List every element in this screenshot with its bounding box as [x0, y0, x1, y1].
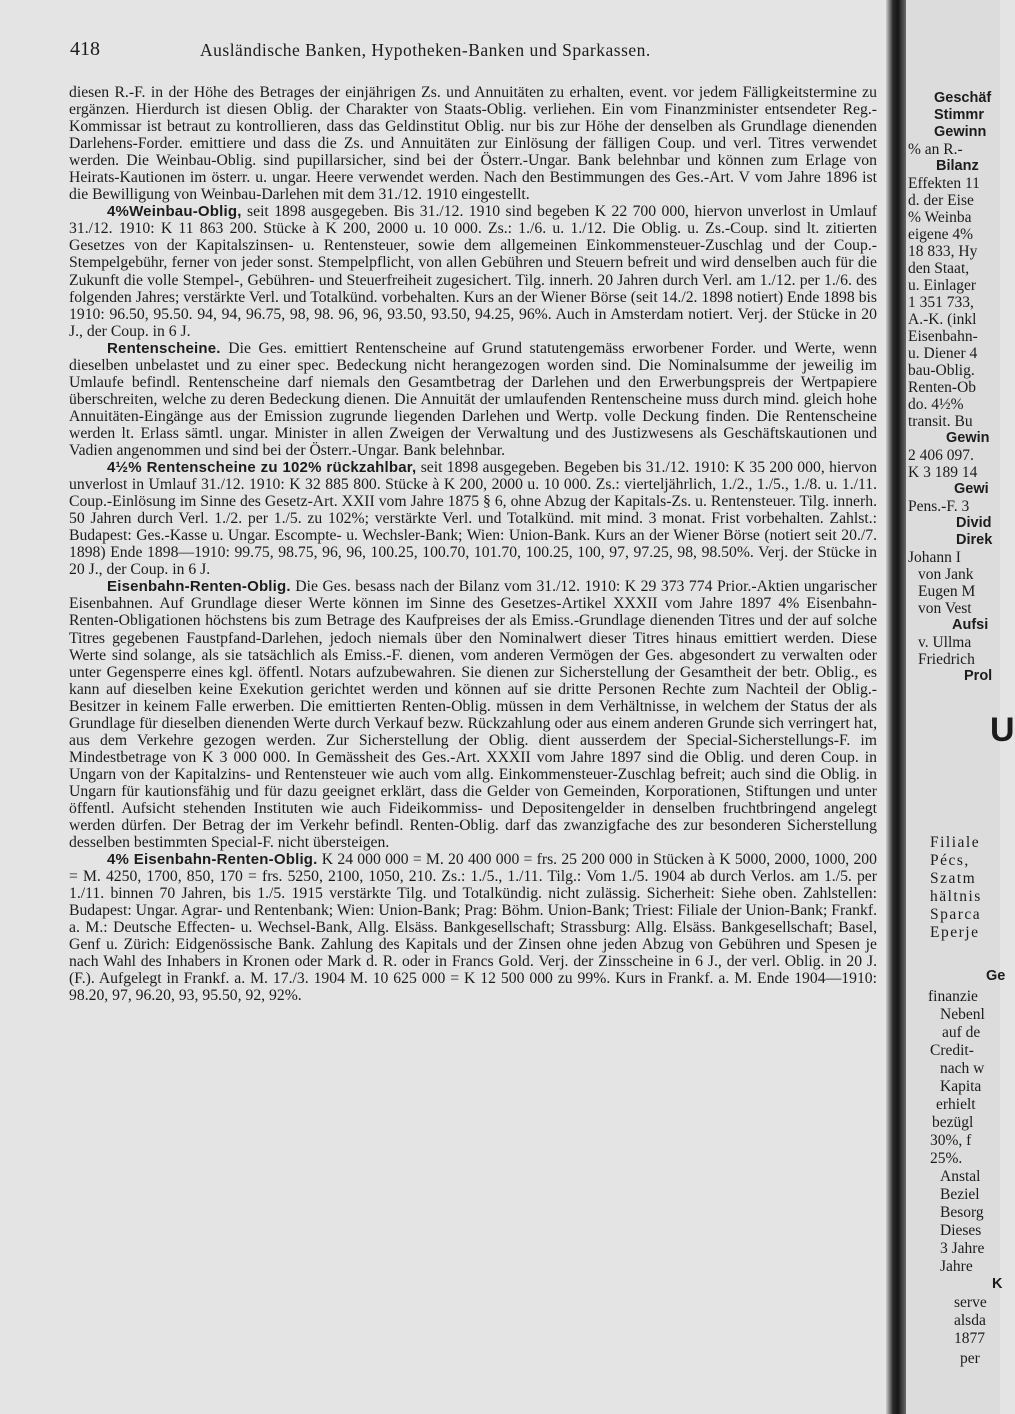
- facing-page-text: Beziel: [940, 1186, 980, 1203]
- facing-page-text: Eperje: [930, 924, 980, 941]
- facing-page-text: von Vest: [918, 600, 972, 617]
- facing-page-text: 2 406 097.: [908, 447, 974, 464]
- facing-page-text: 30%, f: [930, 1132, 972, 1149]
- facing-page-text: 3 Jahre: [940, 1240, 985, 1257]
- facing-page-text: v. Ullma: [918, 634, 972, 651]
- facing-page-text: Szatm: [930, 870, 977, 887]
- facing-page-text: Stimmr: [934, 107, 984, 123]
- facing-page-text: Nebenl: [940, 1006, 985, 1023]
- facing-page-text: % an R.-: [908, 141, 963, 158]
- facing-page-text: K 3 189 14: [908, 464, 978, 481]
- facing-page-text: Bilanz: [936, 158, 979, 174]
- page-header: [0, 38, 890, 66]
- facing-page-text: Eisenbahn-: [908, 328, 978, 345]
- section-heading-eisenbahn-renten-oblig: Eisenbahn-Renten-Oblig.: [107, 578, 291, 596]
- paragraph-eisenbahn-renten-oblig: [69, 578, 877, 851]
- facing-page-text: Divid: [956, 515, 992, 531]
- facing-page-text: K: [992, 1276, 1003, 1292]
- paragraph-text: seit 1898 ausgegeben. Begeben bis 31./12. 1910: K 35 200 000, hiervon unverlost in Umlauf 31./12. 1910: K 32 885 800. Stücke à K 200, 2000 u. 10 000. Zs.: vierteljährlich, 1./2., 1./5., 1./8. u. 1./11. Coup.-Einlösung im Sinne des Gesetz-Art. XXII vom Jahre 1875 § 6, ohne Abzug der Kapitals-Zs. u. Rentensteuer. Tilg. innerh. 50 Jahren durch Verl. 1./2. per 1./5. zu 102%; verstärkte Verl. und Totalkünd. mit mind. 3 monat. Frist vorbehalten. Zahlst.: Budapest: Ges.-Kasse u. Ungar. Escompte- u. Wechsler-Bank; Wien: Union-Bank. Kurs an der Wiener Börse (notiert seit 20./7. 1898) Ende 1898—1910: 99.75, 98.75, 96, 96, 100.25, 100.70, 101.70, 100.25, 100, 97, 97.25, 98, 98.50%. Verj. der Stücke in 20 J., der Coup. in 6 J.: [69, 459, 877, 579]
- facing-page-text: Direk: [956, 532, 993, 548]
- facing-page-text: u. Diener 4: [908, 345, 978, 362]
- facing-page-text: Gewi: [954, 481, 989, 497]
- facing-page-text: eigene 4%: [908, 226, 973, 243]
- facing-page-heading: U: [990, 711, 1015, 749]
- paragraph-text: seit 1898 ausgegeben. Bis 31./12. 1910 sind begeben K 22 700 000, hiervon unverlost in Umlauf 31./12. 1910: K 11 863 200. Stücke à K 200, 2000 u. 10 000. Zs.: 1./6. u. 1./12. Die Oblig. u. Zs.-Coup. sind lt. zitierten Gesetzes von der Kapitalszinsen- u. Rentensteuer, sowie dem allgemeinen Einkommensteuer-Zuschlag und der Coup.-Stempelgebühr, ferner von jeder sonst. Stempelpflicht, von allen Gebühren und Steuern befreit und wird denselben auch für die Zukunft die volle Stempel-, Gebühren- und Steuerfreiheit zugesichert. Tilg. innerh. 20 Jahren durch Verl. am 1./12. per 1./6. des folgenden Jahres; verstärkte Verl. und Totalkünd. vorbehalten. Kurs an der Wiener Börse (seit 14./2. 1898 notiert) Ende 1898 bis 1910: 96.50, 95.50. 94, 94, 96.75, 98, 98. 96, 96, 93.50, 93.50, 94.25, 96%. Auch in Amsterdam notiert. Verj. der Stücke in 20 J., der Coup. in 6 J.: [69, 203, 877, 340]
- facing-page-text: finanzie: [928, 988, 978, 1005]
- facing-page-text: alsda: [954, 1312, 986, 1329]
- paragraph-4pct-eisenbahn-renten-oblig: [69, 851, 877, 1004]
- facing-page-text: A.-K. (inkl: [908, 311, 977, 328]
- facing-page-text: 25%.: [930, 1150, 963, 1167]
- facing-page-text: 1877: [954, 1330, 985, 1347]
- paragraph-rentenscheine: [69, 340, 877, 459]
- paragraph-text: Die Ges. besass nach der Bilanz vom 31./12. 1910: K 29 373 774 Prior.-Aktien ungarischer Eisenbahnen. Auf Grundlage dieser Werte können im Sinne des Gesetzes-Artikel XXXII vom Jahre 1897 4% Eisenbahn-Renten-Obligationen höchstens bis zum Betrage des Kaufpreises der als Emiss.-Grundlage dienenden Titres und der auf solche Titres gegebenen Faustpfand-Darlehen, jedoch niemals über den Nominalwert dieser Titres hinaus emittiert werden. Diese Werte sind solange, als sie tatsächlich als Emiss.-F. dienen, vom anderen Vermögen der Ges. abgesondert zu verwalten oder unter Gegensperre eines kgl. öffentl. Notars aufzubewahren. Sie dienen zur Sicherstellung der Gesamtheit der betr. Oblig., es kann auf dieselben keine Exekution gerichtet werden und können auf sie dritte Personen Rechte zum Nachteil der Oblig.-Besitzer in keinem Falle erwerben. Die emittierten Renten-Oblig. müssen in dem Verhältnisse, in welchem der Status der als Grundlage für dieselben dienenden Werte durch Verkauf bezw. Rückzahlung oder aus einem anderen Grunde sich verringert hat, aus dem Verkehre gezogen werden. Zur Sicherstellung der Oblig. dient ausserdem der Special-Sicherstellungs-F. im Mindestbetrage von K 3 000 000. In Gemässheit des Ges.-Art. XXXII vom Jahre 1897 sind die Oblig. und deren Coup. in Ungarn von der Kapitalzins- und Rentensteuer wie auch vom allg. Einkommensteuer-Zuschlag befreit; auch sind die Oblig. in Ungarn für kautionsfähig und für dazu geeignet erklärt, dass die Gelder von Gemeinden, Korporationen, Stiftungen und unter öffentl. Aufsicht stehenden Instituten wie auch Fideikommiss- und Depositengelder in denselben fruchtbringend angelegt werden dürfen. Der Betrag der im Verkehr befindl. Renten-Oblig. darf das zwanzigfache des zur besonderen Sicherstellung desselben bestimmten Special-F. nicht übersteigen.: [69, 578, 877, 852]
- page-number: 418: [70, 38, 100, 60]
- facing-page-text: Dieses: [940, 1222, 982, 1239]
- facing-page-text: Ge: [986, 968, 1006, 984]
- facing-page-text: transit. Bu: [908, 413, 973, 430]
- facing-page-text: serve: [954, 1294, 987, 1311]
- paragraph-continuation: diesen R.-F. in der Höhe des Betrages der einjährigen Zs. und Annuitäten zu erhalten, event. vor jedem Fälligkeitstermine zu ergänzen. Hierdurch ist diesen Oblig. der Charakter von Staats-Oblig. verliehen. Ein vom Finanzminister entsendeter Reg.-Kommissar ist betraut zu kontrollieren, dass das Geldinstitut Oblig. nur bis zur Höhe der denselben als Grundlage dienenden Darlehens-Forder. emittiere und dass die Zs. und Annuitäten zur Einlösung der fälligen Coup. und verl. Titres verwendet werden. Die Weinbau-Oblig. sind pupillarsicher, sind bei der Österr.-Ungar. Bank belehnbar und können zum Erlage von Heirats-Kautionen im österr. u. ungar. Heere verwendet werden. Nach den Bestimmungen des Ges.-Art. V vom Jahre 1896 ist die Bewilligung von Weinbau-Darlehen mit dem 31./12. 1910 eingestellt.: [69, 84, 877, 204]
- facing-page-text: den Staat,: [908, 260, 970, 277]
- facing-page-text: Jahre: [940, 1258, 973, 1275]
- facing-page-text: Eugen M: [918, 583, 976, 600]
- section-heading-weinbau-oblig: 4%Weinbau-Oblig,: [107, 203, 242, 221]
- facing-page-text: % Weinba: [908, 209, 972, 226]
- facing-page-text: erhielt: [936, 1096, 976, 1113]
- facing-page-text: bau-Oblig.: [908, 362, 975, 379]
- facing-page-fragment: [906, 0, 1015, 1414]
- facing-page-text: Kapita: [940, 1078, 982, 1095]
- facing-page-text: 18 833, Hy: [908, 243, 978, 260]
- facing-page-text: do. 4½%: [908, 396, 964, 413]
- facing-page-text: u. Einlager: [908, 277, 977, 294]
- facing-page-text: von Jank: [918, 566, 974, 583]
- facing-page-text: 1 351 733,: [908, 294, 974, 311]
- facing-page-text: Johann I: [908, 549, 961, 566]
- facing-page-text: Friedrich: [918, 651, 975, 668]
- facing-page-text: Aufsi: [952, 617, 989, 633]
- paragraph-text: Die Ges. emittiert Rentenscheine auf Grund statutengemäss erworbener Forder. und Werte, wenn dieselben unbelastet und zu einer spec. Bedeckung nicht herangezogen worden sind. Die Nominalsumme der jeweilig im Umlaufe befindl. Rentenscheine darf niemals den Gesamtbetrag der Darlehen und den Erwerbungspreis der Wertpapiere überschreiten, welche zu deren Bedeckung dienen. Die Annuität der umlaufenden Rentenscheine muss durch mind. gleich hohe Annuitäten-Eingänge aus der Emission zugrunde liegenden Darlehen und Wertp. volle Deckung finden. Die Rentenscheine werden lt. Erlass sämtl. ungar. Minister in allen Zweigen der Verwaltung und des Justizwesens als Geschäftskautionen und Vadien angenommen und sind bei der Österr.-Ungar. Bank belehnbar.: [69, 339, 877, 459]
- facing-page-text: Sparca: [930, 906, 982, 923]
- facing-page-text: Renten-Ob: [908, 379, 977, 396]
- facing-page-text: bezügl: [932, 1114, 974, 1131]
- facing-page-text: hältnis: [930, 888, 982, 905]
- facing-page-text: Pécs,: [930, 852, 970, 869]
- facing-page-text: Gewinn: [934, 124, 987, 140]
- section-heading-rentenscheine: Rentenscheine.: [107, 339, 221, 357]
- facing-page-text: Gewin: [946, 430, 990, 446]
- facing-page-text: auf de: [942, 1024, 981, 1041]
- facing-page-text: Anstal: [940, 1168, 981, 1185]
- facing-page-text: Filiale: [930, 834, 981, 851]
- paragraph-weinbau-oblig: [69, 203, 877, 339]
- facing-page-text: d. der Eise: [908, 192, 974, 209]
- section-heading-rentenscheine-102: 4½% Rentenscheine zu 102% rückzahlbar,: [107, 459, 417, 477]
- paragraph-text: K 24 000 000 = M. 20 400 000 = frs. 25 200 000 in Stücken à K 5000, 2000, 1000, 200 = M. 4250, 1700, 850, 170 = frs. 5250, 2100, 1050, 210. Zs.: 1./5., 1./11. Tilg.: Vom 1./5. 1904 ab durch Verlos. am 1./5. per 1./11. binnen 70 Jahren, bis 1./5. 1915 verstärkte Tilg. und Totalkündig. nicht zulässig. Sicherheit: Siehe oben. Zahlstellen: Budapest: Ungar. Agrar- und Rentenbank; Wien: Union-Bank; Prag: Böhm. Union-Bank; Triest: Filiale der Union-Bank; Frankf. a. M.: Deutsche Effecten- u. Wechsel-Bank, Allg. Elsäss. Bankgesellschaft; Strassburg: Allg. Elsäss. Bankgesellschaft; Basel, Genf u. Zürich: Eidgenössische Bank. Zahlung des Kapitals und der Zinsen ohne jeden Abzug von Gebühren und Spesen je nach Wahl des Inhabers in Kronen oder Mark d. R. oder in Francs Gold. Verj. der Zinsscheine in 6 J., der verl. Oblig. in 20 J. (F.). Aufgelegt in Frankf. a. M. 17./3. 1904 M. 10 625 000 = K 12 500 000 zu 99%. Kurs in Frankf. a. M. Ende 1904—1910: 98.20, 97, 96.20, 93, 95.50, 92, 92%.: [69, 851, 877, 1005]
- page-title: Ausländische Banken, Hypotheken-Banken und Sparkassen.: [200, 40, 651, 60]
- facing-page-text: Besorg: [940, 1204, 984, 1221]
- facing-page-text: Pens.-F. 3: [908, 498, 970, 515]
- facing-page-text: nach w: [940, 1060, 985, 1077]
- facing-page-text: per: [960, 1350, 980, 1367]
- section-heading-4pct-eisenbahn-renten-oblig: 4% Eisenbahn-Renten-Oblig.: [107, 851, 318, 869]
- book-gutter: [886, 0, 906, 1414]
- facing-page-text: Geschäf: [934, 90, 992, 106]
- facing-page-text: Credit-: [930, 1042, 974, 1059]
- facing-page-text: Prol: [964, 668, 993, 684]
- paragraph-rentenscheine-102: [69, 459, 877, 578]
- facing-page-text: Effekten 11: [908, 175, 980, 192]
- main-text-column: [69, 84, 877, 1005]
